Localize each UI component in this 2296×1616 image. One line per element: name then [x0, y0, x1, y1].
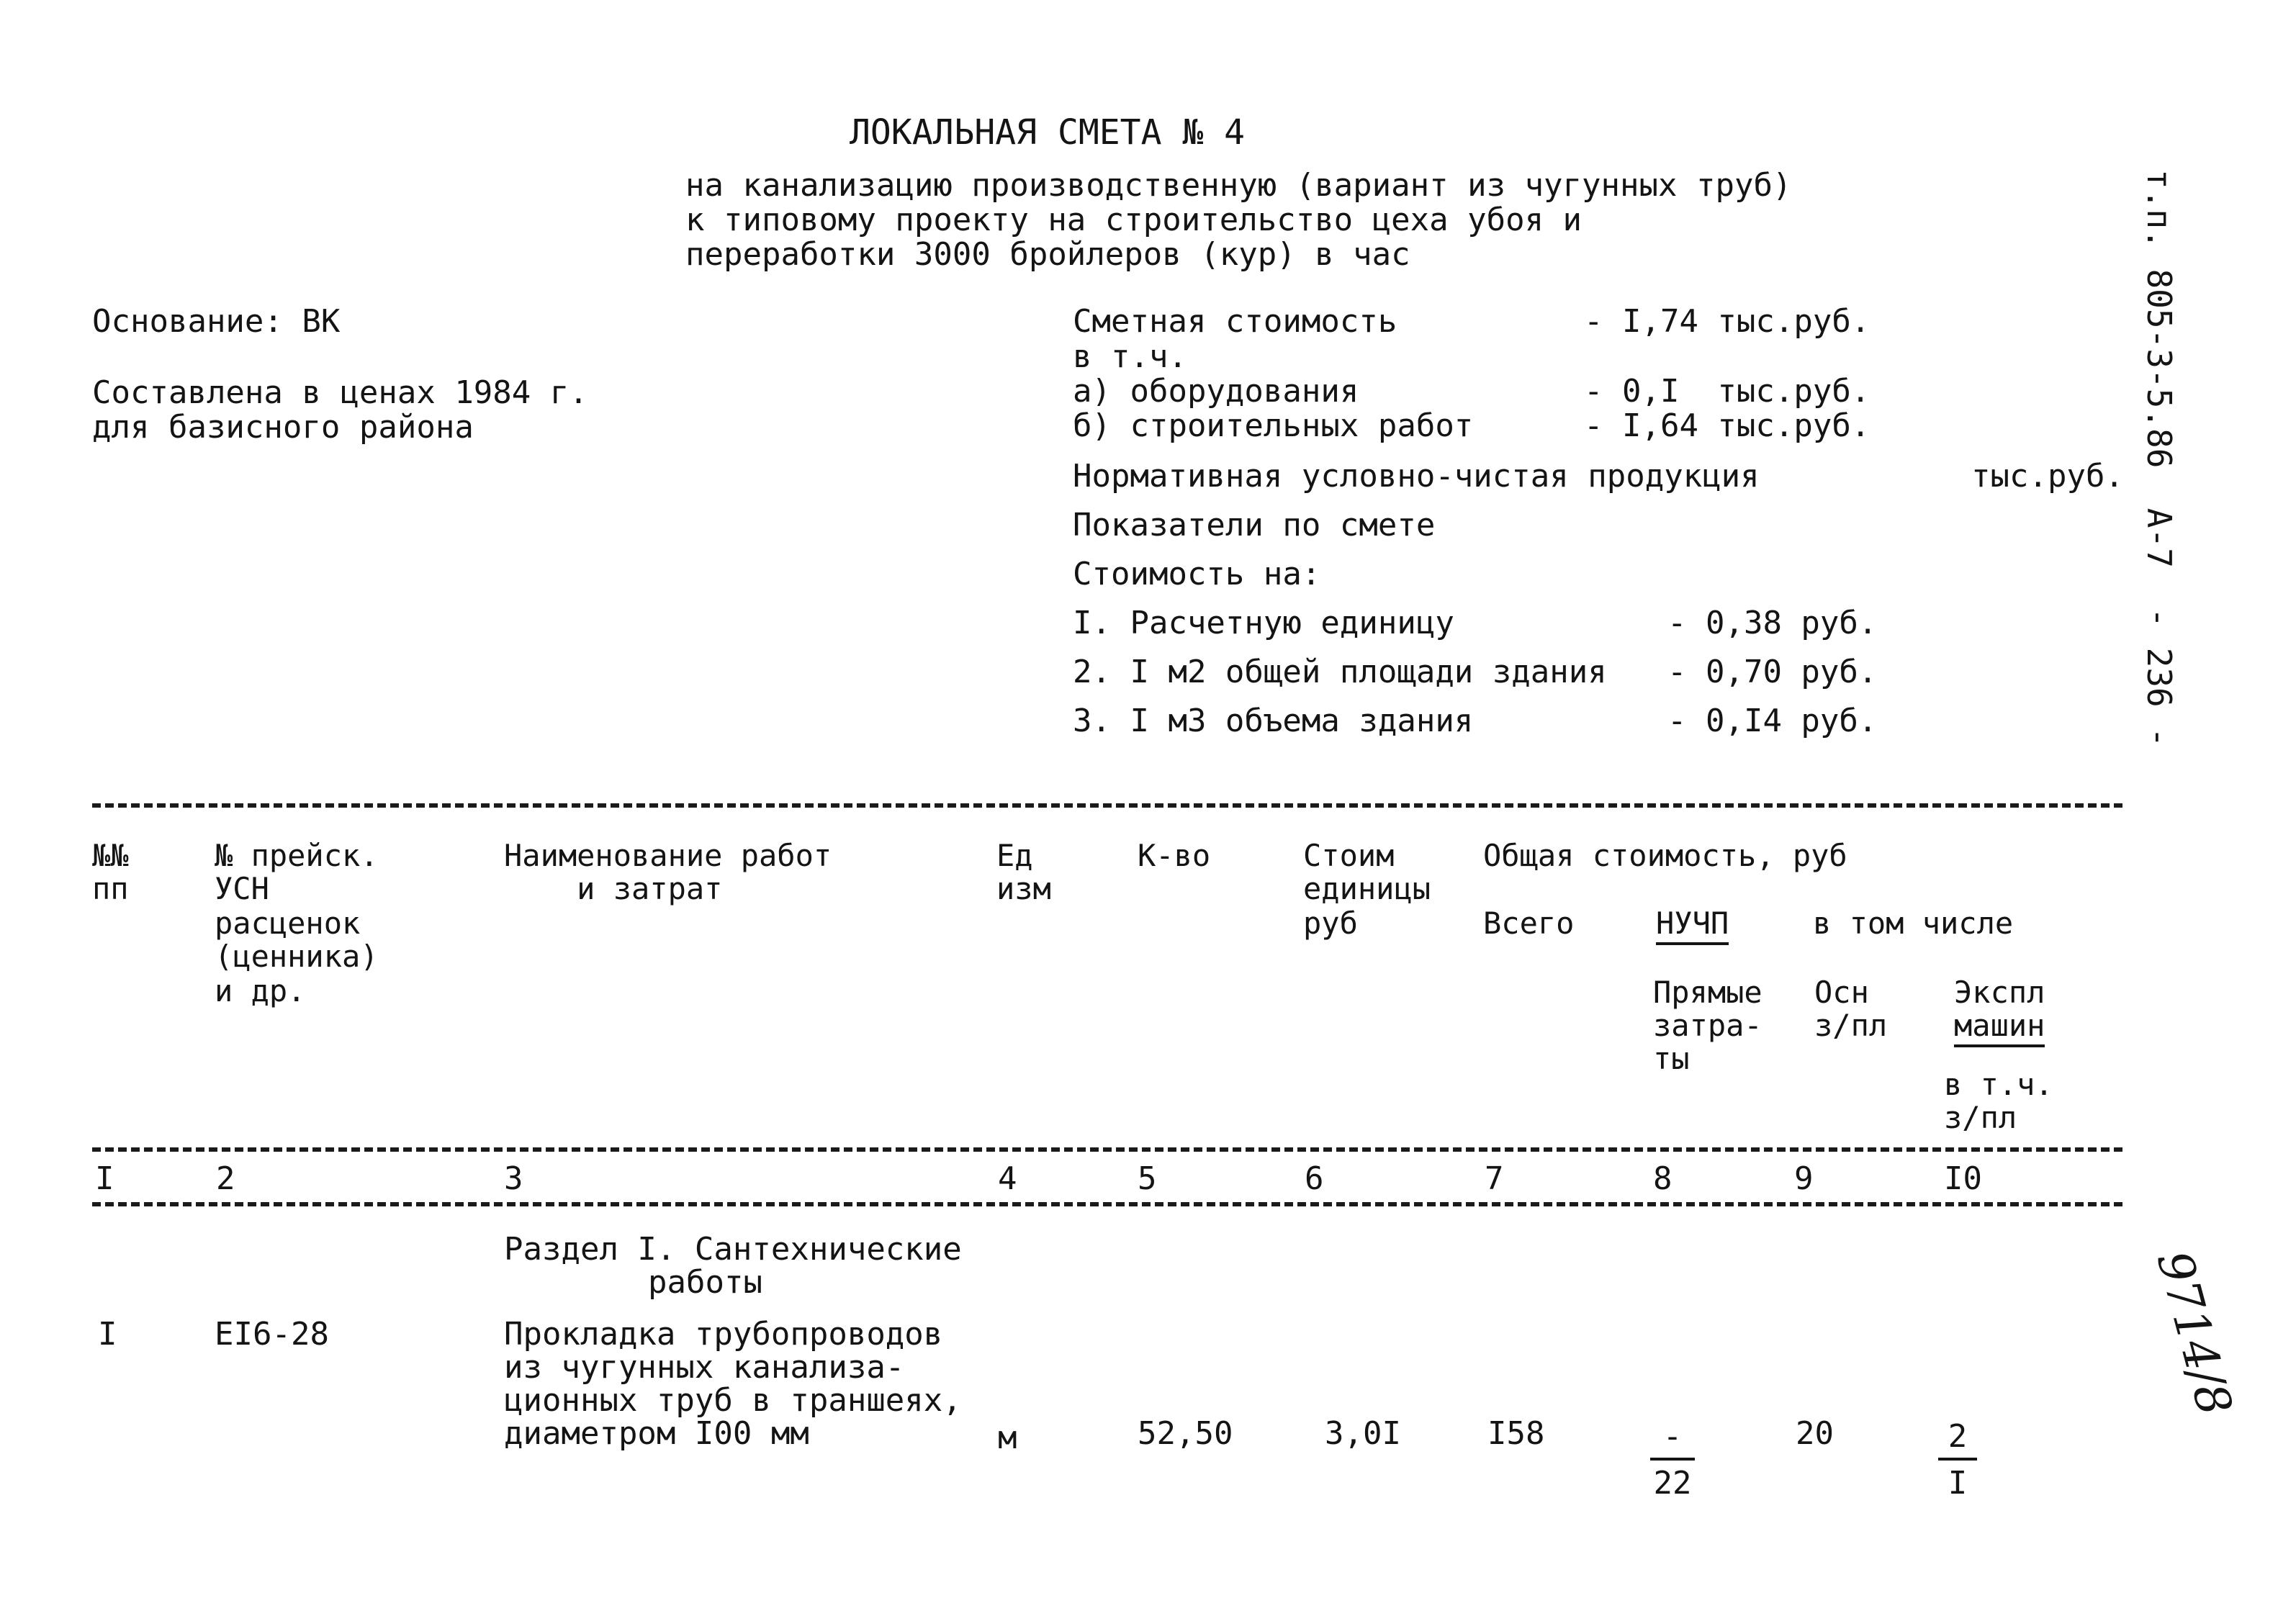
header-machines-line-2: машин [1954, 1008, 2045, 1047]
estimated-cost-value: - I,74 тыс.руб. [1584, 303, 1870, 340]
handwritten-number: 9714/8 [2146, 1245, 2243, 1422]
indicator-1-value: - 0,38 руб. [1667, 605, 1878, 641]
header-name-line-2: и затрат [504, 871, 723, 906]
estimated-cost-label: Сметная стоимость [1073, 303, 1397, 340]
column-number-5: 5 [1138, 1160, 1157, 1197]
construction-label: б) строительных работ [1073, 407, 1474, 444]
header-direct-line-2: затра- [1653, 1008, 1762, 1043]
document-title: ЛОКАЛЬНАЯ СМЕТА № 4 [850, 112, 1246, 153]
row-nuchp-fraction [1650, 1418, 1695, 1502]
indicators-label: Показатели по смете [1073, 507, 1436, 543]
header-base-wage-line-1: Осн [1814, 975, 1869, 1010]
header-direct-line-1: Прямые [1653, 975, 1762, 1010]
column-number-8: 8 [1653, 1160, 1673, 1197]
header-base-wage-line-2: з/пл [1814, 1008, 1888, 1043]
normative-product-label: Нормативная условно-чистая продукция [1073, 458, 1760, 495]
row-nuchp-top: - [1662, 1418, 1683, 1455]
cost-on-label: Стоимость на: [1073, 556, 1321, 592]
construction-value: - I,64 тыс.руб. [1584, 407, 1870, 444]
header-total-cost: Общая стоимость, руб [1483, 838, 1847, 873]
header-code-line-5: и др. [215, 973, 306, 1008]
row-unit: м [998, 1419, 1017, 1456]
header-direct-line-3: ты [1653, 1041, 1690, 1076]
indicator-2-label: 2. I м2 общей площади здания [1073, 654, 1607, 690]
header-num-line-1: №№ [92, 838, 129, 873]
indicator-1-label: I. Расчетную единицу [1073, 605, 1454, 641]
equipment-value: - 0,I тыс.руб. [1584, 373, 1870, 410]
indicator-2-value: - 0,70 руб. [1667, 654, 1878, 690]
row-base-wage: 20 [1796, 1415, 1834, 1452]
row-code: EI6-28 [215, 1316, 329, 1353]
row-quantity: 52,50 [1138, 1415, 1233, 1452]
row-number: I [98, 1316, 117, 1353]
row-name-line-3: ционных труб в траншеях, [504, 1382, 962, 1419]
column-number-2: 2 [216, 1160, 235, 1197]
column-number-3: 3 [504, 1160, 523, 1197]
header-total: Всего [1483, 906, 1575, 941]
row-name-line-2: из чугунных канализа- [504, 1349, 905, 1386]
table-top-rule [92, 803, 2122, 808]
row-total: I58 [1487, 1415, 1545, 1452]
section-title-line-2: работы [648, 1264, 762, 1301]
header-machines-wage-line-2: з/пл [1944, 1100, 2017, 1135]
header-code-line-4: (ценника) [215, 939, 379, 974]
column-number-1: I [95, 1160, 114, 1197]
subtitle-line-2: к типовому проекту на строительство цеха убоя и [685, 202, 1583, 238]
margin-project-code: т.п. 805-3-5.86 А-7 - 236 - [2140, 169, 2179, 748]
header-num-line-2: пп [92, 871, 129, 906]
row-unit-cost: 3,0I [1325, 1415, 1401, 1452]
prices-note-line-2: для базисного района [92, 409, 474, 446]
subtitle-line-1: на канализацию производственную (вариант из чугунных труб) [685, 167, 1792, 204]
header-code-line-2: УСН [215, 871, 269, 906]
indicator-3-value: - 0,I4 руб. [1667, 703, 1878, 739]
column-number-10: I0 [1944, 1160, 1982, 1197]
equipment-label: а) оборудования [1073, 373, 1359, 410]
column-number-7: 7 [1485, 1160, 1504, 1197]
column-number-4: 4 [998, 1160, 1017, 1197]
section-title-line-1: Раздел I. Сантехнические [504, 1231, 962, 1268]
header-unit-cost-line-2: единицы [1303, 871, 1431, 906]
row-machines-fraction [1938, 1418, 1977, 1502]
header-nuchp: НУЧП [1656, 906, 1729, 945]
header-code-line-1: № прейск. [215, 838, 379, 873]
indicator-3-label: 3. I м3 объема здания [1073, 703, 1474, 739]
row-machines-top: 2 [1948, 1418, 1968, 1455]
column-numbers-bottom-rule [92, 1202, 2122, 1206]
row-name-line-4: диаметром I00 мм [504, 1415, 809, 1452]
header-machines-line-1: Экспл [1954, 975, 2045, 1010]
header-unit-line-1: Ед [996, 838, 1033, 873]
header-unit-line-2: изм [996, 871, 1051, 906]
normative-product-unit: тыс.руб. [1971, 458, 2124, 495]
column-number-6: 6 [1305, 1160, 1324, 1197]
header-unit-cost-line-3: руб [1303, 906, 1358, 941]
header-machines-wage-line-1: в т.ч. [1944, 1067, 2053, 1102]
row-machines-bottom: I [1948, 1465, 1968, 1502]
column-number-9: 9 [1794, 1160, 1814, 1197]
prices-note-line-1: Составлена в ценах 1984 г. [92, 374, 588, 411]
header-code-line-3: расценок [215, 906, 361, 941]
row-nuchp-bottom: 22 [1653, 1465, 1692, 1502]
basis-label: Основание: ВК [92, 303, 341, 340]
header-including: в том числе [1813, 906, 2014, 941]
row-name-line-1: Прокладка трубопроводов [504, 1316, 943, 1353]
header-name-line-1: Наименование работ [504, 838, 832, 873]
header-unit-cost-line-1: Стоим [1303, 838, 1395, 873]
header-quantity: К-во [1138, 838, 1211, 873]
subtitle-line-3: переработки 3000 бройлеров (кур) в час [685, 236, 1410, 273]
column-numbers-top-rule [92, 1147, 2122, 1152]
including-label: в т.ч. [1073, 338, 1187, 375]
